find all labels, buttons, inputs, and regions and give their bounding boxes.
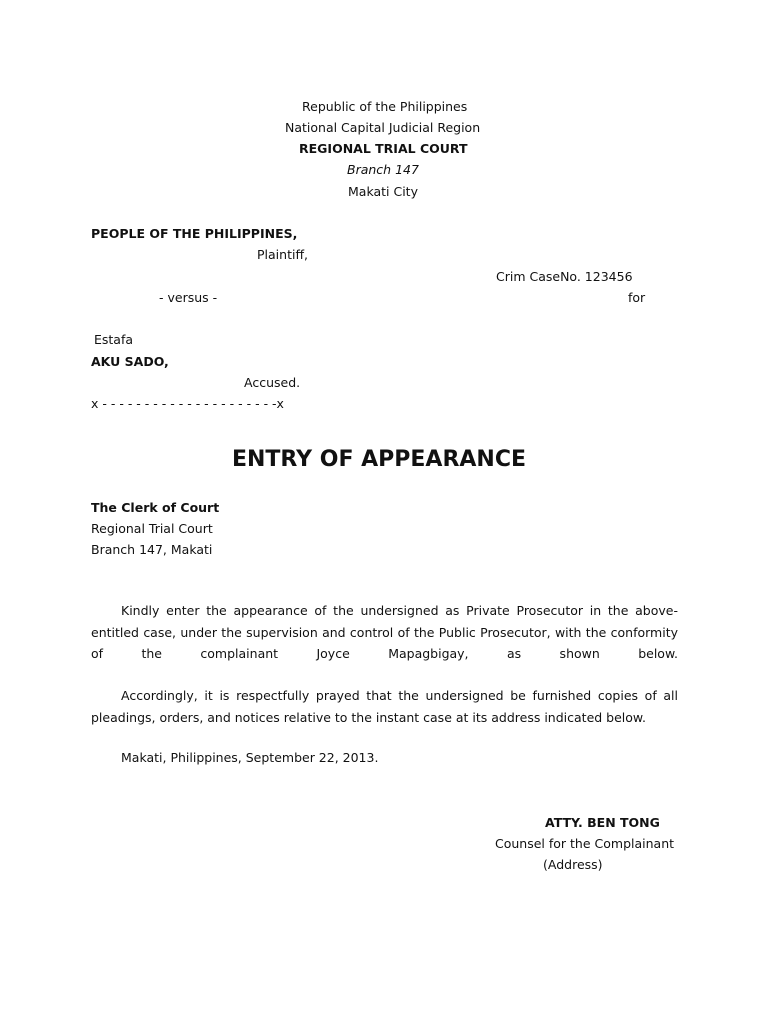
- signatory-role: Counsel for the Complainant: [495, 836, 675, 851]
- header-republic: Republic of the Philippines: [302, 99, 468, 114]
- signatory-address: (Address): [543, 857, 603, 872]
- caption-separator: x - - - - - - - - - - - - - - - - - - - - -x: [91, 396, 284, 411]
- accused-role: Accused.: [244, 375, 301, 390]
- addressee-line-2: Regional Trial Court: [91, 521, 213, 536]
- plaintiff-name: PEOPLE OF THE PHILIPPINES,: [91, 226, 298, 241]
- body-paragraph-1: Kindly enter the appearance of the undersigned as Private Prosecutor in the above-entitled case, under the supervision and control of the Public Prosecutor, with the conformity of the complainant Joyce Mapagbigay, as shown below.: [91, 603, 678, 661]
- for-label: for: [628, 290, 646, 305]
- signatory-name: ATTY. BEN TONG: [545, 815, 660, 830]
- versus-label: - versus -: [159, 290, 218, 305]
- body-paragraph-2: Accordingly, it is respectfully prayed that the undersigned be furnished copies of all pleadings, orders, and notices relative to the instant case at its address indicated below.: [91, 688, 678, 725]
- header-region: National Capital Judicial Region: [285, 120, 481, 135]
- accused-name: AKU SADO,: [91, 354, 169, 369]
- addressee-line-1: The Clerk of Court: [91, 500, 220, 515]
- plaintiff-role: Plaintiff,: [257, 247, 309, 262]
- header-court: REGIONAL TRIAL COURT: [299, 141, 468, 156]
- place-and-date: Makati, Philippines, September 22, 2013.: [121, 750, 379, 765]
- case-number: Crim CaseNo. 123456: [496, 269, 633, 284]
- header-branch: Branch 147: [347, 162, 419, 177]
- header-city: Makati City: [348, 184, 418, 199]
- document-title: ENTRY OF APPEARANCE: [231, 447, 527, 472]
- offense-label: Estafa: [94, 332, 134, 347]
- addressee-line-3: Branch 147, Makati: [91, 542, 213, 557]
